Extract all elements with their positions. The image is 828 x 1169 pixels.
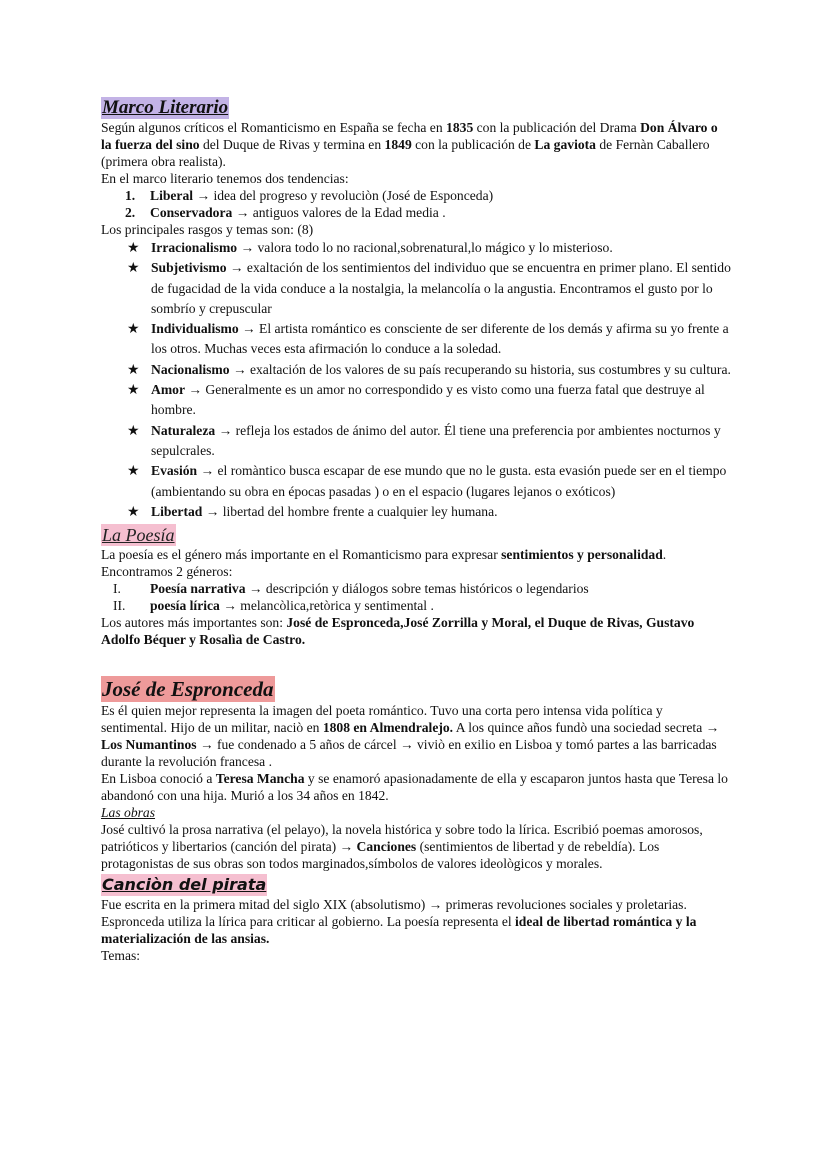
marco-intro: Según algunos críticos el Romanticismo en España se fecha en 1835 con la publicación del Drama Don Álvaro o la fuerza del sino del Duque de Rivas y termina en 1849 con la publicación de La gaviota de Fernàn Caballero (primera obra realista). <box>101 120 718 169</box>
list-item: ★ Individualismo → El artista romántico es consciente de ser diferente de los demás y afirma su yo frente a los otros. Muchas veces esta afirmación lo conduce a la soledad. <box>127 321 729 357</box>
tendencias-intro: En el marco literario tenemos dos tendencias: <box>101 171 349 186</box>
list-item: ★ Amor → Generalmente es un amor no correspondido y es visto como una fuerza fatal que destruye al hombre. <box>127 382 705 418</box>
rasgos-intro: Los principales rasgos y temas son: (8) <box>101 222 314 237</box>
star-icon: ★ <box>127 422 140 439</box>
section-title-cancion: Canciòn del pirata <box>102 875 267 895</box>
espronceda-lisboa: En Lisboa conoció a Teresa Mancha y se enamoró apasionadamente de ella y escaparon juntos hasta que Teresa lo abandonó con una hija. Murió a los 34 años en 1842. <box>101 771 728 804</box>
section-title-marco: Marco Literario <box>102 97 229 118</box>
subtitle-obras: Las obras <box>101 805 156 821</box>
tendencias-list <box>101 187 731 221</box>
star-icon: ★ <box>127 240 140 256</box>
star-icon: ★ <box>127 503 140 520</box>
cancion-text: Fue escrita en la primera mitad del siglo XIX (absolutismo) → primeras revoluciones sociales y proletarias. Espronceda utiliza la lírica para criticar al gobierno. La poesía representa el ideal de libertad romántica y la materialización de las ansias. <box>101 897 697 947</box>
list-item: II. poesía lírica → melancòlica,retòrica y sentimental . <box>113 598 434 614</box>
autores: Los autores más importantes son: José de Espronceda,José Zorrilla y Moral, el Duque de Rivas, Gustavo Adolfo Béquer y Rosalìa de Castro. <box>101 615 695 648</box>
rasgos-list <box>101 238 731 522</box>
star-icon: ★ <box>127 321 140 338</box>
list-item: ★ Subjetivismo → exaltación de los sentimientos del individuo que se encuentra en primer plano. El sentido de fugacidad de la vida conduce a la nostalgia, la melancolía o la angustia. Encontramos el gusto por lo sombrío y crepuscular <box>127 260 731 316</box>
star-icon: ★ <box>127 463 140 480</box>
list-item: 2. Conservadora → antiguos valores de la Edad media . <box>125 205 446 220</box>
list-item: 1. Liberal → idea del progreso y revoluciòn (José de Esponceda) <box>125 188 494 203</box>
list-item: I. Poesía narrativa → descripción y diálogos sobre temas históricos o legendarios <box>113 581 589 597</box>
list-item: ★ Evasión → el romàntico busca escapar de ese mundo que no le gusta. esta evasión puede ser en el tiempo (ambientando su obra en épocas pasadas ) o en el espacio (lugares lejanos o exóticos) <box>127 463 727 499</box>
star-icon: ★ <box>127 260 140 277</box>
document-page <box>101 97 731 964</box>
poesia-intro: La poesía es el género más importante en el Romanticismo para expresar sentimientos y personalidad. Encontramos 2 géneros: <box>101 547 667 580</box>
section-title-poesia: La Poesía <box>102 525 175 546</box>
list-item: ★ Nacionalismo → exaltación de los valores de su país recuperando su historia, sus costumbres y su cultura. <box>101 360 731 380</box>
star-icon: ★ <box>127 361 140 378</box>
list-item: ★ Naturaleza → refleja los estados de ánimo del autor. Él tiene una preferencia por ambientes nocturnos y sepulcrales. <box>127 422 721 458</box>
espronceda-bio: Es él quien mejor representa la imagen del poeta romántico. Tuvo una corta pero intensa vida política y sentimental. Hijo de un militar, naciò en 1808 en Almendralejo. A los quince años fundò una sociedad secreta → Los Numantinos → fue condenado a 5 años de cárcel → viviò en exilio en Lisboa y tomó partes a las barricadas durante la revolución francesa . <box>101 703 720 770</box>
star-icon: ★ <box>127 382 140 399</box>
list-item: ★ Libertad → libertad del hombre frente a cualquier ley humana. <box>101 502 731 522</box>
temas-label: Temas: <box>101 948 141 964</box>
generos-list <box>101 580 731 614</box>
list-item: ★ Irracionalismo → valora todo lo no racional,sobrenatural,lo mágico y lo misterioso. <box>101 238 731 258</box>
espronceda-obras: José cultivó la prosa narrativa (el pelayo), la novela histórica y sobre todo la lírica. Escribió poemas amorosos, patrióticos y libertarios (canción del pirata) → Canciones (sentimientos de libertad y de rebeldía). Los protagonistas de sus obras son todos marginados,símbolos de valores ideològicos y morales. <box>101 822 703 872</box>
section-title-espronceda: José de Espronceda <box>102 677 274 702</box>
